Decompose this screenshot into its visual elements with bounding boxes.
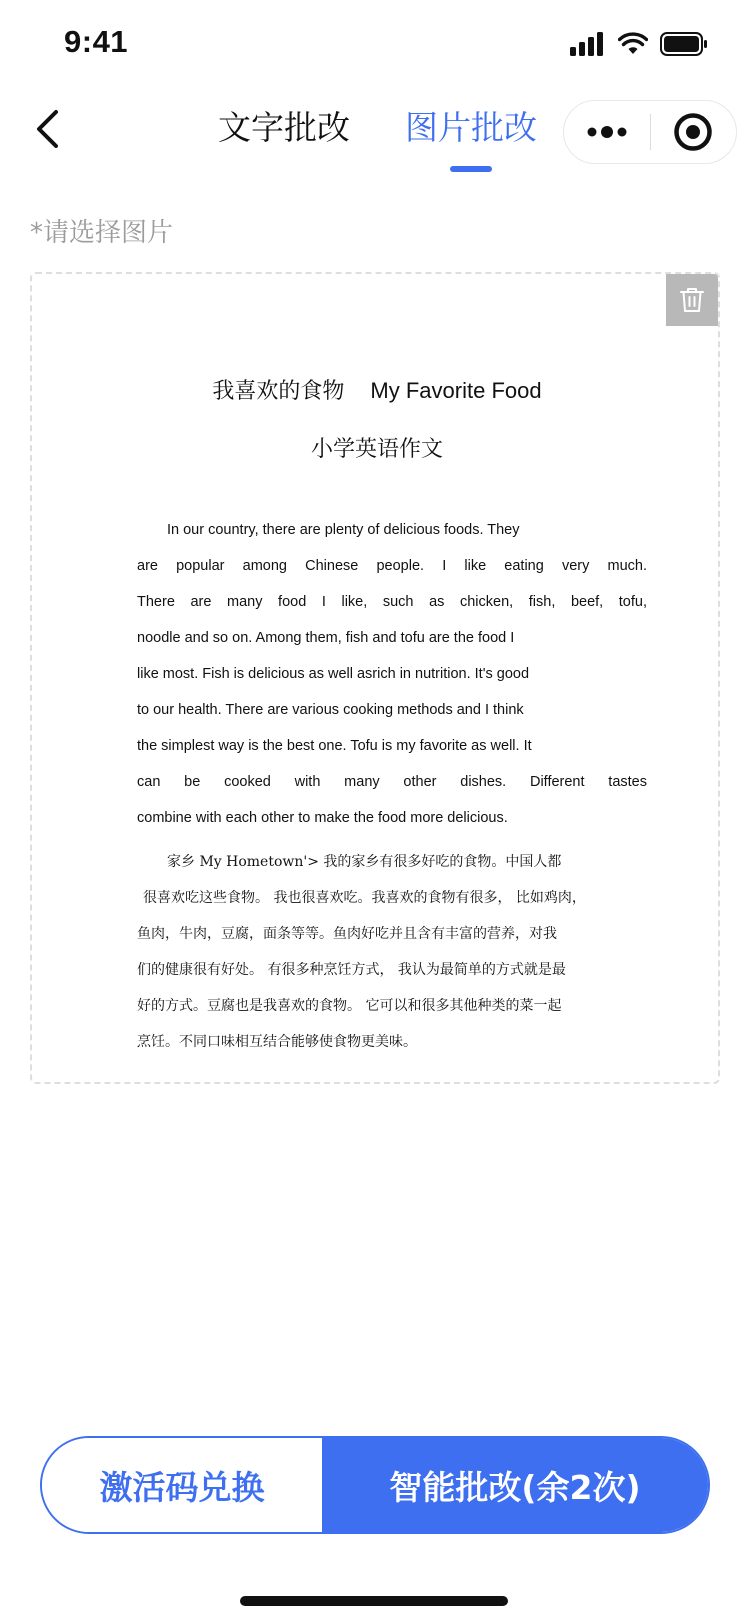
status-icons <box>570 32 708 56</box>
essay-line: the simplest way is the best one. Tofu is my favorite as well. It <box>137 738 532 754</box>
essay-line: 家乡 My Hometown'> 我的家乡有很多好吃的食物。中国人都 <box>167 854 562 870</box>
delete-image-button[interactable] <box>666 274 718 326</box>
essay-line: 鱼肉，牛肉，豆腐，面条等等。鱼肉好吃并且含有丰富的营养，对我 <box>137 926 557 942</box>
more-button[interactable] <box>564 101 650 163</box>
activation-code-button[interactable]: 激活码兑换 <box>42 1438 322 1532</box>
active-tab-indicator <box>450 166 492 172</box>
essay-english-paragraph <box>137 512 647 836</box>
uploaded-image-box[interactable] <box>30 272 720 1084</box>
select-image-label: *请选择图片 <box>30 218 174 248</box>
essay-line: 好的方式。豆腐也是我喜欢的食物。 它可以和很多其他种类的菜一起 <box>137 998 562 1014</box>
essay-title-en: My Favorite Food <box>370 378 542 403</box>
home-indicator <box>240 1596 508 1606</box>
close-miniprogram-button[interactable] <box>651 101 737 163</box>
status-time: 9:41 <box>64 24 129 59</box>
essay-line: noodle and so on. Among them, fish and tofu are the food I <box>137 630 515 646</box>
essay-title <box>32 374 720 405</box>
target-icon <box>673 112 713 152</box>
smart-correct-button[interactable]: 智能批改(余2次) <box>322 1438 708 1532</box>
battery-icon <box>660 32 708 56</box>
bottom-action-bar <box>40 1436 710 1534</box>
status-bar <box>0 0 750 88</box>
essay-line: 烹饪。不同口味相互结合能够使食物更美味。 <box>137 1034 417 1050</box>
essay-line: are popular among Chinese people. I like eating very much. <box>137 558 647 574</box>
essay-line: There are many food I like, such as chicken, fish, beef, tofu, <box>137 594 647 610</box>
essay-line: to our health. There are various cooking methods and I think <box>137 702 524 718</box>
essay-line: 很喜欢吃这些食物。 我也很喜欢吃。我喜欢的食物有很多， 比如鸡肉， <box>143 890 586 906</box>
tab-text-correction[interactable]: 文字批改 <box>218 108 350 147</box>
mini-program-capsule <box>563 100 737 164</box>
essay-line: like most. Fish is delicious as well asrich in nutrition. It's good <box>137 666 530 682</box>
nav-bar <box>0 96 750 176</box>
back-icon <box>34 109 60 149</box>
essay-line: 们的健康很有好处。 有很多种烹饪方式， 我认为最简单的方式就是最 <box>137 962 566 978</box>
essay-line: can be cooked with many other dishes. Different tastes <box>137 774 647 790</box>
more-icon <box>587 126 627 138</box>
essay-line: combine with each other to make the food more delicious. <box>137 810 508 826</box>
essay-title-cn: 我喜欢的食物 <box>212 379 345 404</box>
back-button[interactable] <box>22 104 72 154</box>
wifi-icon <box>618 32 648 56</box>
signal-icon <box>570 32 606 56</box>
essay-image <box>32 274 720 1084</box>
trash-icon <box>679 286 705 314</box>
tab-image-correction[interactable]: 图片批改 <box>405 108 537 147</box>
essay-line: In our country, there are plenty of delicious foods. They <box>167 522 520 538</box>
essay-subtitle: 小学英语作文 <box>310 437 443 462</box>
essay-chinese-paragraph <box>137 844 647 1060</box>
